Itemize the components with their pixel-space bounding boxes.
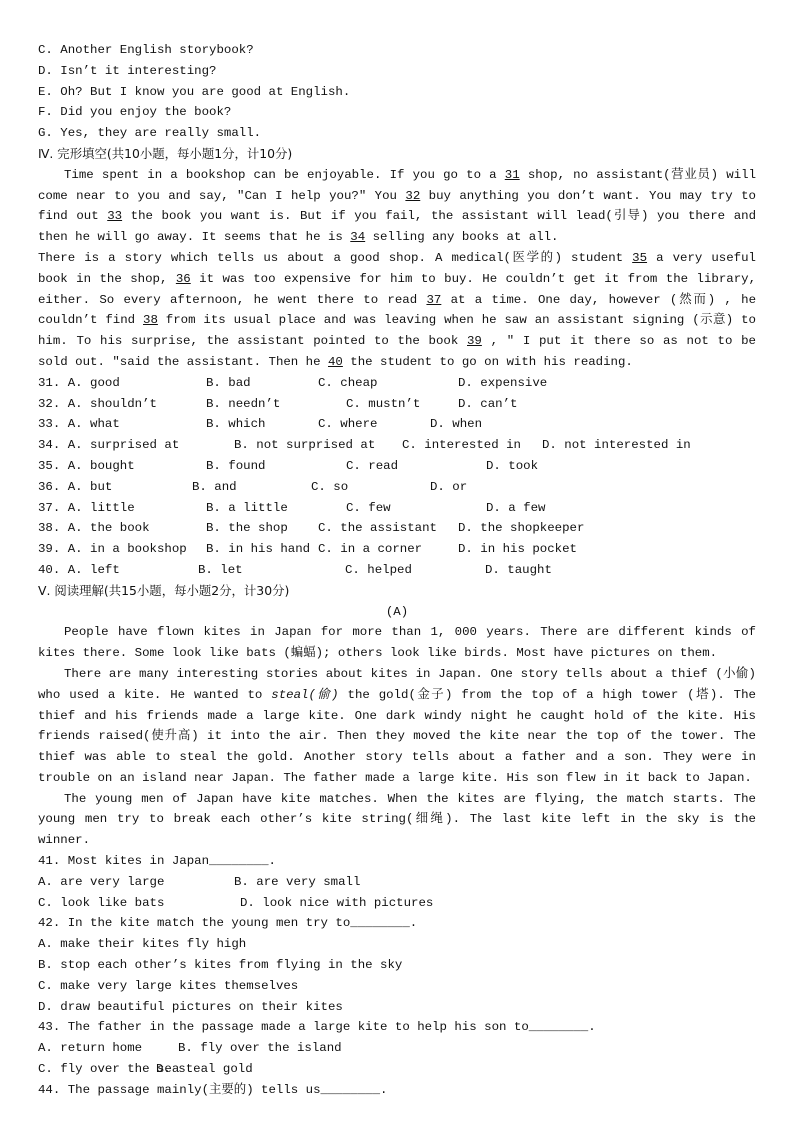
question-42: 42. In the kite match the young men try to________. — [38, 916, 418, 931]
option-d: D. Isn’t it interesting? — [38, 63, 217, 78]
blank-39: 39 — [467, 334, 482, 349]
blank-32: 32 — [405, 188, 421, 203]
question-39: 39. A. in a bookshop B. in his hand C. in a corner D. in his pocket — [38, 542, 577, 557]
question-40: 40. A. left B. let C. helped D. taught — [38, 562, 552, 577]
blank-33: 33 — [107, 209, 123, 224]
reading-paragraph-2: There are many interesting stories about kites in Japan. One story tells about a thief (小偷) who used a kite. He wanted to steal(偷) the gold(金子) from the top of a high tower (塔). The thief and his friends made a large kite. One dark windy night he caught hold of the kite. His friends raised(使升高) it into the air. Then they moved the kite near the top of the tower. The thief was able to steal the gold. Another story tells about a father and a son. They were in trouble on an island near Japan. The father made a large kite. His son flew in it back to Japan. — [38, 666, 756, 785]
blank-37: 37 — [426, 292, 442, 307]
cloze-questions — [38, 373, 756, 581]
question-32: 32. A. shouldn’t B. needn’t C. mustn’t D. can’t — [38, 396, 518, 411]
question-35: 35. A. bought B. found C. read D. took — [38, 458, 539, 473]
blank-40: 40 — [328, 354, 343, 369]
question-42-option-b: B. stop each other’s kites from flying in the sky — [38, 958, 403, 973]
blank-31: 31 — [504, 167, 520, 182]
question-41: 41. Most kites in Japan________. — [38, 854, 276, 869]
question-43-options-2: C. fly over the sea D. steal gold — [38, 1062, 253, 1077]
option-c: C. Another English storybook? — [38, 43, 254, 57]
option-f: F. Did you enjoy the book? — [38, 105, 232, 120]
reading-paragraph-3: The young men of Japan have kite matches. When the kites are flying, the match starts. The young men try to break each other’s kite string(细绳). The last kite left in the sky is the winner. — [38, 791, 756, 848]
question-33: 33. A. what B. which C. where D. when — [38, 417, 483, 432]
steal-word: steal(偷) — [271, 687, 339, 702]
question-37: 37. A. little B. a little C. few D. a few — [38, 500, 546, 515]
passage-a-label: (A) — [385, 604, 409, 619]
question-31: 31. A. good B. bad C. cheap D. expensive — [38, 375, 548, 390]
question-42-option-c: C. make very large kites themselves — [38, 978, 299, 993]
question-42-option-d: D. draw beautiful pictures on their kites — [38, 999, 343, 1014]
question-34: 34. A. surprised at B. not surprised at C. interested in D. not interested in — [38, 438, 691, 453]
blank-35: 35 — [632, 250, 648, 265]
option-g: G. Yes, they are really small. — [38, 126, 262, 141]
reading-heading: Ⅴ. 阅读理解(共15小题，每小题2分，计30分) — [38, 582, 290, 598]
question-44: 44. The passage mainly(主要的) tells us________. — [38, 1082, 388, 1097]
question-42-option-a: A. make their kites fly high — [38, 937, 247, 952]
exam-page — [38, 40, 756, 1101]
question-41-options-2: C. look like bats D. look nice with pictures — [38, 895, 434, 910]
cloze-heading: Ⅳ. 完形填空(共10小题，每小题1分，计10分) — [38, 145, 293, 161]
question-38: 38. A. the book B. the shop C. the assistant D. the shopkeeper — [38, 521, 585, 536]
blank-36: 36 — [175, 271, 191, 286]
question-41-options-1: A. are very large B. are very small — [38, 874, 361, 889]
blank-34: 34 — [350, 230, 366, 245]
question-43-options-1: A. return home B. fly over the island — [38, 1041, 342, 1056]
cloze-paragraph-2: There is a story which tells us about a good shop. A medical(医学的) student 35 a very useful book in the shop, 36 it was too expensive for him to buy. He couldn’t get it from the library, either. So every afternoon, he went there to read 37 at a time. One day, however (然而) , he couldn’t find 38 from its usual place and was leaving when he saw an assistant signing (示意) to him. To his surprise, the assistant pointed to the book 39 , ″ I put it there so as not to be sold out. ″said the assistant. Then he 40 the student to go on with his reading. — [38, 250, 757, 369]
option-e: E. Oh? But I know you are good at English. — [38, 84, 351, 99]
reading-paragraph-1: People have flown kites in Japan for more than 1, 000 years. There are different kinds of kites there. Some look like bats (蝙蝠); others look like birds. Most have pictures on them. — [38, 625, 756, 661]
question-43: 43. The father in the passage made a large kite to help his son to________. — [38, 1020, 596, 1035]
question-36: 36. A. but B. and C. so D. or — [38, 479, 468, 494]
cloze-paragraph-1: Time spent in a bookshop can be enjoyable. If you go to a 31 shop, no assistant(营业员) will come near to you and say, ″Can I help you?″ You 32 buy anything you don’t want. You may try to find out 33 the book you want is. But if you fail, the assistant will lead(引导) you there and then he will go away. It seems that he is 34 selling any books at all. — [38, 167, 757, 245]
blank-38: 38 — [143, 313, 158, 328]
